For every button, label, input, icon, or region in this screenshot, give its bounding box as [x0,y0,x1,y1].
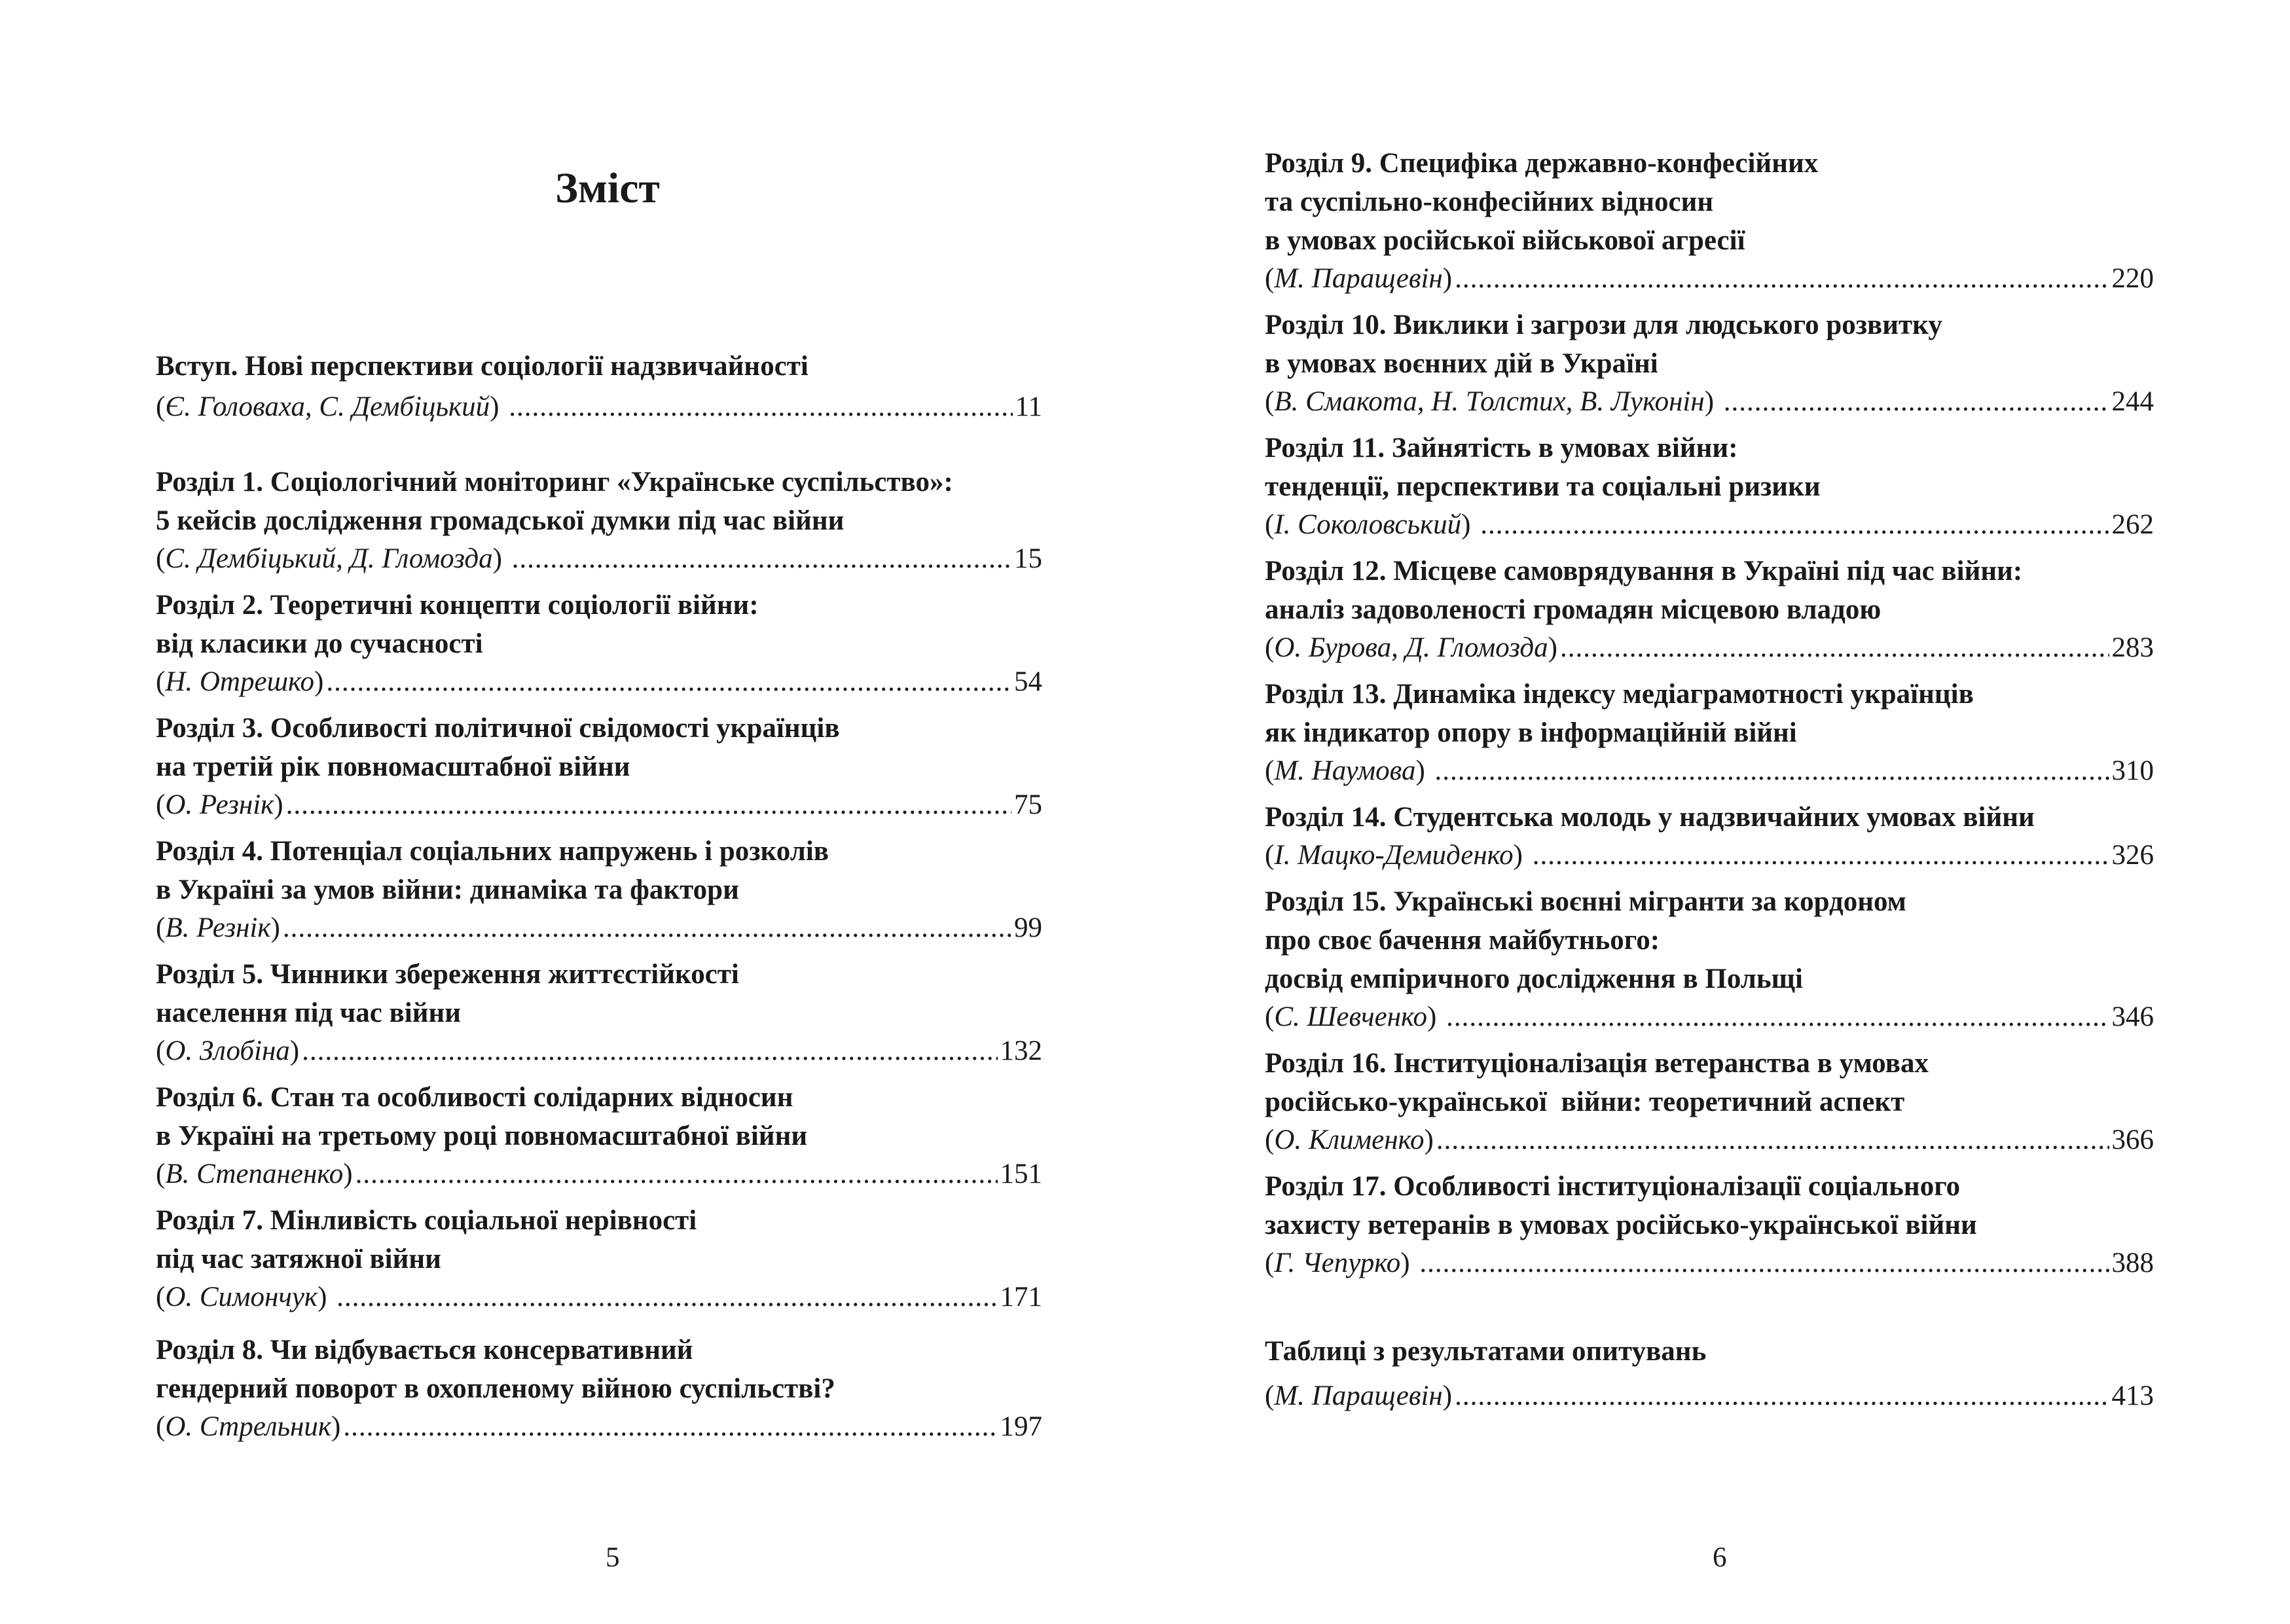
entry-title-line: під час затяжної війни [156,1244,441,1274]
entry-authors: (Н. Отрешко) [156,666,324,697]
page-number-right: 6 [1713,1542,1727,1573]
dot-leader [1560,629,2109,667]
dot-leader [355,1155,998,1193]
toc-entry-intro [156,347,1042,426]
entry-title-line: Розділ 9. Специфіка державно-конфесійних [1265,148,1819,179]
entry-authors: (О. Клименко) [1265,1125,1434,1155]
entry-page-number: 75 [1014,789,1042,820]
entry-authors: (І. Соколовський) [1265,509,1478,540]
entry-page-number: 310 [2111,755,2154,786]
entry-page-number: 413 [2111,1380,2154,1411]
entry-authors: (О. Симончук) [156,1282,335,1312]
entry-author-line [1265,1121,2154,1159]
entry-authors: (Є. Головаха, С. Дембіцький) [156,391,507,422]
toc-entry-chapter-16 [1265,1044,2154,1159]
entry-title-line: в умовах російської військової агресії [1265,225,1745,256]
entry-title-line: гендерний поворот в охопленому війною суспільстві? [156,1373,835,1404]
entry-author-line [156,786,1042,824]
entry-title-line: Розділ 8. Чи відбувається консервативний [156,1335,693,1365]
entry-title-line: Розділ 2. Теоретичні концепти соціології війни: [156,590,759,621]
entry-title-line: від класики до сучасності [156,628,483,659]
entry-title-line: аналіз задоволеності громадян місцевою владою [1265,594,1881,625]
entry-author-line [1265,1377,2154,1415]
entry-author-line [156,388,1042,426]
entry-title-line: 5 кейсів дослідження громадської думки під час війни [156,505,845,536]
entry-title-line: Розділ 6. Стан та особливості солідарних відносин [156,1082,793,1113]
dot-leader [1455,260,2109,298]
entry-author-line [1265,629,2154,667]
entry-title-line: Розділ 4. Потенціал соціальних напружень і розколів [156,836,829,867]
entry-author-line [156,1278,1042,1316]
entry-title-line: в Україні на третьому році повномасштабної війни [156,1121,808,1151]
entry-title-line: захисту ветеранів в умовах російсько-української війни [1265,1210,1977,1240]
toc-entry-chapter-14 [1265,798,2154,875]
toc-entry-chapter-4 [156,832,1042,947]
entry-author-line [156,1155,1042,1193]
entry-authors: (І. Мацко-Демиденко) [1265,840,1530,871]
entry-title-line: Розділ 1. Соціологічний моніторинг «Українське суспільство»: [156,467,953,497]
entry-page-number: 326 [2111,840,2154,871]
dot-leader [1435,752,2109,790]
toc-entry-chapter-6 [156,1078,1042,1193]
entry-author-line [156,1032,1042,1070]
entry-title-line: Розділ 17. Особливості інституціоналізації соціального [1265,1171,1961,1202]
dot-leader [1533,837,2109,875]
toc-entry-chapter-13 [1265,675,2154,790]
entry-authors: (В. Степаненко) [156,1159,353,1189]
dot-leader [286,786,1011,824]
dot-leader [1419,1244,2109,1282]
entry-authors: (О. Стрельник) [156,1411,341,1442]
entry-title-line: Розділ 3. Особливості політичної свідомості українців [156,713,840,744]
entry-authors: (М. Паращевін) [1265,263,1453,294]
entry-page-number: 171 [1000,1282,1042,1312]
entry-author-line [1265,506,2154,544]
toc-entry-chapter-11 [1265,429,2154,544]
entry-page-number: 11 [1015,391,1042,422]
toc-list-left [156,347,1042,1446]
entry-page-number: 54 [1014,666,1042,697]
entry-authors: (В. Смакота, Н. Толстих, В. Луконін) [1265,386,1721,417]
entry-page-number: 197 [1000,1411,1042,1442]
entry-authors: (В. Резнік) [156,912,280,943]
toc-entry-chapter-12 [1265,552,2154,667]
entry-page-number: 220 [2111,263,2154,294]
entry-author-line [156,540,1042,578]
toc-entry-chapter-3 [156,709,1042,824]
entry-page-number: 99 [1014,912,1042,943]
entry-authors: (М. Паращевін) [1265,1380,1453,1411]
dot-leader [1455,1377,2109,1415]
right-page [1145,0,2290,1624]
entry-page-number: 283 [2111,632,2154,663]
dot-leader [283,909,1011,947]
dot-leader [336,1278,997,1316]
entry-page-number: 244 [2111,386,2154,417]
entry-title-line: Розділ 5. Чинники збереження життєстійкості [156,959,739,990]
toc-entry-chapter-7 [156,1201,1042,1316]
toc-entry-chapter-5 [156,955,1042,1070]
entry-title-line: Розділ 13. Динаміка індексу медіаграмотності українців [1265,679,1974,710]
entry-title-line: Розділ 10. Виклики і загрози для людського розвитку [1265,310,1942,340]
toc-entry-survey-tables [1265,1332,2154,1415]
entry-page-number: 346 [2111,1001,2154,1032]
entry-title-line: тенденції, перспективи та соціальні ризики [1265,471,1821,502]
toc-entry-chapter-15 [1265,882,2154,1036]
entry-title-line: на третій рік повномасштабної війни [156,751,630,782]
entry-authors: (О. Резнік) [156,789,283,820]
dot-leader [509,388,1012,426]
entry-author-line [1265,1244,2154,1282]
entry-authors: (О. Злобіна) [156,1036,300,1066]
entry-title-line: досвід емпіричного дослідження в Польщі [1265,964,1803,994]
dot-leader [1446,998,2109,1036]
dot-leader [343,1408,997,1446]
toc-entry-chapter-2 [156,586,1042,701]
dot-leader [1480,506,2109,544]
toc-heading: Зміст [555,164,660,212]
page-number-left: 5 [606,1542,620,1573]
entry-page-number: 132 [1000,1036,1042,1066]
dot-leader [326,663,1011,701]
entry-authors: (М. Наумова) [1265,755,1432,786]
entry-title-line: Розділ 12. Місцеве самоврядування в Україні під час війни: [1265,556,2023,586]
entry-title-line: в умовах воєнних дій в Україні [1265,348,1658,379]
dot-leader [1436,1121,2109,1159]
entry-page-number: 262 [2111,509,2154,540]
entry-title-line: про своє бачення майбутнього: [1265,925,1660,956]
entry-authors: (О. Бурова, Д. Гломозда) [1265,632,1557,663]
dot-leader [302,1032,997,1070]
entry-authors: (С. Дембіцький, Д. Гломозда) [156,543,509,574]
toc-entry-chapter-9 [1265,144,2154,298]
entry-author-line [1265,383,2154,421]
entry-title-line: Розділ 11. Зайнятість в умовах війни: [1265,433,1738,463]
entry-author-line [156,663,1042,701]
dot-leader [1724,383,2109,421]
entry-author-line [1265,837,2154,875]
toc-entry-chapter-1 [156,463,1042,578]
entry-title-line: Таблиці з результатами опитувань [1265,1336,1707,1367]
entry-author-line [156,1408,1042,1446]
entry-title-line: Розділ 7. Мінливість соціальної нерівності [156,1205,697,1236]
toc-entry-chapter-17 [1265,1167,2154,1282]
entry-author-line [1265,998,2154,1036]
entry-page-number: 366 [2111,1125,2154,1155]
entry-title-line: Розділ 15. Українські воєнні мігранти за кордоном [1265,886,1906,917]
toc-entry-chapter-10 [1265,306,2154,421]
entry-page-number: 388 [2111,1248,2154,1278]
entry-author-line [1265,752,2154,790]
entry-authors: (Г. Чепурко) [1265,1248,1417,1278]
toc-list-right [1265,144,2154,1415]
entry-title-line: Вступ. Нові перспективи соціології надзвичайності [156,351,809,382]
entry-page-number: 151 [1000,1159,1042,1189]
entry-author-line [156,909,1042,947]
entry-title-line: російсько-української війни: теоретичний аспект [1265,1087,1905,1117]
dot-leader [512,540,1011,578]
entry-page-number: 15 [1014,543,1042,574]
entry-title-line: як індикатор опору в інформаційній війні [1265,717,1797,748]
toc-entry-chapter-8 [156,1331,1042,1446]
entry-title-line: Розділ 16. Інституціоналізація ветеранства в умовах [1265,1048,1929,1079]
entry-title-line: Розділ 14. Студентська молодь у надзвичайних умовах війни [1265,802,2035,833]
entry-title-line: та суспільно-конфесійних відносин [1265,187,1714,217]
entry-author-line [1265,260,2154,298]
entry-authors: (С. Шевченко) [1265,1001,1444,1032]
entry-title-line: в Україні за умов війни: динаміка та фактори [156,875,739,905]
entry-title-line: населення під час війни [156,998,462,1028]
